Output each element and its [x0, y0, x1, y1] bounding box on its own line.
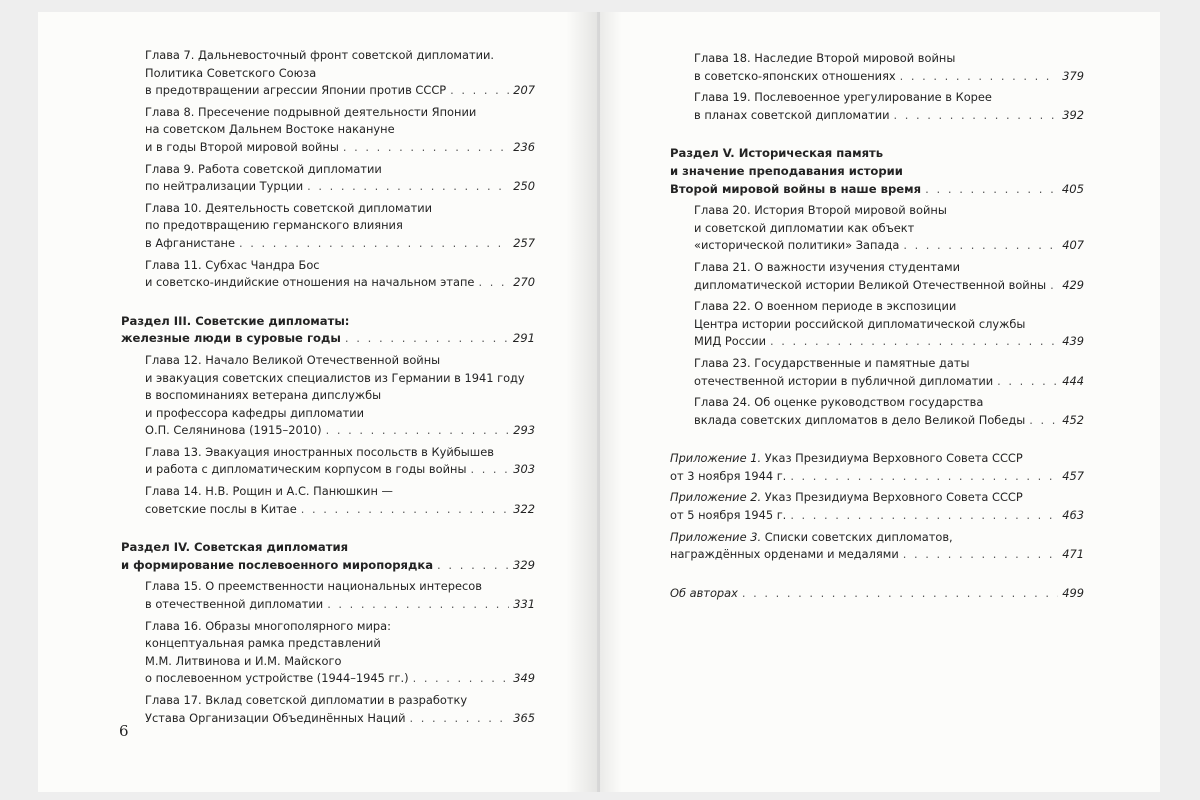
toc-text: Глава 13. Эвакуация иностранных посольств в Куйбышев — [145, 444, 494, 459]
toc-line — [121, 313, 535, 331]
toc-line — [121, 483, 535, 501]
toc-line — [121, 47, 535, 65]
toc-page-number: 291 — [512, 331, 535, 346]
toc-chapter[interactable] — [121, 104, 535, 157]
toc-line-text — [145, 484, 393, 498]
toc-page-number: 499 — [1062, 585, 1084, 600]
toc-line — [670, 507, 1084, 525]
toc-text: Глава 24. Об оценке руководством государства — [694, 395, 984, 410]
toc-text: Центра истории российской дипломатической службы — [694, 316, 1026, 331]
toc-line — [121, 405, 535, 423]
toc-line-text — [145, 596, 323, 614]
toc-text: Раздел IV. Советская дипломатия — [121, 540, 349, 555]
toc-line — [670, 529, 1084, 547]
toc-text: по нейтрализации Турции — [145, 179, 304, 194]
toc-text: Глава 12. Начало Великой Отечественной войны — [145, 352, 441, 367]
toc-page-number: 444 — [1062, 373, 1084, 388]
toc-chapter[interactable] — [670, 259, 1084, 294]
toc-line — [121, 161, 535, 179]
toc-line — [121, 461, 535, 479]
toc-text: и советской дипломатии как объект — [694, 220, 915, 235]
toc-line — [670, 163, 1084, 181]
page-number: 6 — [119, 722, 129, 740]
dot-leader — [997, 373, 1058, 391]
toc-line — [670, 202, 1084, 220]
toc-about-authors[interactable] — [670, 585, 1084, 603]
toc-page-number: 405 — [1061, 181, 1084, 196]
toc-line — [121, 82, 535, 100]
toc-line-text — [145, 579, 482, 593]
toc-text: Глава 23. Государственные и памятные даты — [694, 355, 970, 370]
toc-line-text — [694, 395, 983, 409]
toc-text: Глава 19. Послевоенное урегулирование в Корее — [694, 90, 992, 105]
dot-leader — [770, 333, 1058, 351]
toc-line — [670, 181, 1084, 199]
toc-line-text — [694, 412, 1025, 430]
toc-text: награждённых орденами и медалями — [670, 547, 899, 562]
toc-page-number: 452 — [1062, 412, 1084, 427]
toc-line — [670, 316, 1084, 334]
toc-line-text — [145, 422, 322, 440]
toc-line-text — [145, 636, 381, 650]
toc-text: и советско-индийские отношения на начальном этапе — [145, 275, 475, 290]
dot-leader — [413, 670, 510, 688]
toc-line — [670, 220, 1084, 238]
gutter-shadow — [566, 12, 600, 792]
toc-line — [670, 489, 1084, 507]
toc-line-text — [694, 277, 1046, 295]
toc-page-number: 439 — [1062, 334, 1084, 349]
appendix-label: Приложение 1. — [670, 451, 762, 466]
toc-text: Глава 8. Пресечение подрывной деятельности Японии — [145, 104, 477, 119]
toc-chapter[interactable] — [670, 355, 1084, 390]
toc-line — [670, 50, 1084, 68]
toc-text: советские послы в Китае — [145, 501, 297, 516]
toc-line-text — [145, 619, 391, 633]
toc-line — [670, 89, 1084, 107]
toc-line-text — [694, 317, 1025, 331]
toc-line-text — [145, 122, 395, 136]
dot-leader — [327, 596, 509, 614]
toc-line-text — [145, 48, 494, 62]
toc-line-text — [145, 406, 364, 420]
toc-text: Глава 11. Субхас Чандра Бос — [145, 257, 320, 272]
toc-line-text — [670, 507, 786, 525]
toc-line — [121, 422, 535, 440]
toc-section[interactable] — [670, 145, 1084, 198]
toc-line-text — [670, 468, 786, 486]
toc-line — [670, 394, 1084, 412]
toc-left-column — [121, 47, 535, 727]
toc-chapter[interactable] — [121, 578, 535, 613]
toc-text: Раздел V. Историческая память — [670, 146, 884, 161]
toc-line-text — [670, 530, 953, 544]
dot-leader — [903, 237, 1058, 255]
toc-line — [121, 578, 535, 596]
toc-line-text — [694, 68, 896, 86]
dot-leader — [1029, 412, 1058, 430]
toc-chapter[interactable] — [121, 483, 535, 518]
toc-line-text — [145, 371, 525, 385]
toc-line-text — [145, 461, 466, 479]
toc-line-text — [694, 221, 914, 235]
toc-line-text — [145, 353, 440, 367]
toc-page-number: 407 — [1062, 238, 1084, 253]
toc-line-text — [670, 490, 1023, 504]
toc-line — [121, 387, 535, 405]
toc-line-text — [694, 51, 955, 65]
toc-text: Глава 22. О военном периоде в экспозиции — [694, 299, 957, 314]
toc-line-text — [694, 107, 890, 125]
toc-appendix[interactable] — [670, 450, 1084, 485]
gutter-shadow-right — [600, 12, 622, 792]
toc-chapter[interactable] — [670, 202, 1084, 255]
toc-line-text — [145, 105, 476, 119]
toc-text: Второй мировой войны в наше время — [670, 181, 922, 196]
toc-chapter[interactable] — [670, 89, 1084, 124]
dot-leader — [790, 507, 1058, 525]
toc-page-number: 257 — [513, 235, 535, 250]
toc-text: на советском Дальнем Востоке накануне — [145, 122, 395, 137]
dot-leader — [478, 274, 509, 292]
toc-line — [670, 373, 1084, 391]
toc-line-text — [121, 557, 433, 575]
toc-line — [121, 257, 535, 275]
toc-line — [670, 333, 1084, 351]
toc-chapter[interactable] — [121, 444, 535, 479]
toc-line — [121, 217, 535, 235]
toc-text: от 5 ноября 1945 г. — [670, 508, 787, 523]
toc-line — [121, 501, 535, 519]
toc-text: и профессора кафедры дипломатии — [145, 405, 365, 420]
toc-text: от 3 ноября 1944 г. — [670, 468, 787, 483]
toc-text: дипломатической истории Великой Отечественной войны — [694, 277, 1047, 292]
toc-text: и эвакуация советских специалистов из Германии в 1941 году — [145, 370, 525, 385]
toc-text: в планах советской дипломатии — [694, 107, 890, 122]
dot-leader — [437, 557, 509, 575]
toc-page-number: 365 — [513, 710, 535, 725]
dot-leader — [742, 585, 1058, 603]
toc-text: и значение преподавания истории — [670, 163, 903, 178]
toc-line — [670, 298, 1084, 316]
toc-line — [121, 274, 535, 292]
toc-text: О.П. Селянинова (1915–2010) — [145, 423, 322, 438]
toc-line — [121, 370, 535, 388]
toc-line-text — [694, 333, 766, 351]
dot-leader — [410, 710, 510, 728]
toc-text: Глава 10. Деятельность советской дипломатии — [145, 200, 433, 215]
toc-line-text — [670, 585, 738, 603]
toc-page-number: 322 — [513, 501, 535, 516]
dot-leader — [894, 107, 1059, 125]
toc-text: отечественной истории в публичной дипломатии — [694, 373, 994, 388]
dot-leader — [790, 468, 1058, 486]
toc-line — [121, 139, 535, 157]
toc-line — [121, 121, 535, 139]
toc-line-text — [145, 178, 303, 196]
toc-chapter[interactable] — [121, 47, 535, 100]
toc-text: М.М. Литвинова и И.М. Майского — [145, 653, 342, 668]
toc-page-number: 392 — [1062, 107, 1084, 122]
toc-text: Указ Президиума Верховного Совета СССР — [761, 451, 1023, 466]
toc-text: концептуальная рамка представлений — [145, 636, 381, 651]
toc-page-number: 463 — [1062, 508, 1084, 523]
toc-text: и в годы Второй мировой войны — [145, 139, 339, 154]
toc-line-text — [121, 330, 341, 348]
toc-text: Политика Советского Союза — [145, 65, 317, 80]
toc-line-text — [694, 356, 969, 370]
toc-line-text — [694, 373, 993, 391]
toc-text: о послевоенном устройстве (1944–1945 гг.) — [145, 671, 409, 686]
toc-line — [121, 352, 535, 370]
toc-page-number: 270 — [513, 275, 535, 290]
toc-text: Глава 20. История Второй мировой войны — [694, 203, 947, 218]
toc-line-text — [145, 235, 235, 253]
toc-line-text — [694, 203, 947, 217]
toc-text: Глава 9. Работа советской дипломатии — [145, 161, 382, 176]
toc-page-number: 471 — [1062, 547, 1084, 562]
toc-text: Устава Организации Объединённых Наций — [145, 710, 406, 725]
toc-chapter[interactable] — [670, 394, 1084, 429]
toc-line — [670, 468, 1084, 486]
dot-leader — [345, 330, 509, 348]
toc-text: Списки советских дипломатов, — [761, 529, 953, 544]
toc-line-text — [670, 546, 899, 564]
toc-text: и формирование послевоенного миропорядка — [121, 557, 434, 572]
appendix-label: Приложение 2. — [670, 490, 762, 505]
toc-line — [670, 259, 1084, 277]
toc-line-text — [121, 540, 348, 554]
toc-text: в воспоминаниях ветерана дипслужбы — [145, 388, 382, 403]
toc-chapter[interactable] — [121, 618, 535, 688]
toc-page-number: 349 — [513, 671, 535, 686]
toc-line-text — [670, 451, 1023, 465]
toc-line — [121, 104, 535, 122]
toc-line — [121, 200, 535, 218]
toc-line-text — [145, 274, 474, 292]
toc-text: по предотвращению германского влияния — [145, 218, 403, 233]
toc-text: Раздел III. Советские дипломаты: — [121, 313, 350, 328]
toc-page-number: 331 — [513, 597, 535, 612]
toc-line — [121, 539, 535, 557]
toc-appendix[interactable] — [670, 529, 1084, 564]
dot-leader — [301, 501, 509, 519]
dot-leader — [239, 235, 509, 253]
toc-text: вклада советских дипломатов в дело Великой Победы — [694, 412, 1026, 427]
toc-line — [121, 670, 535, 688]
dot-leader — [343, 139, 509, 157]
toc-chapter[interactable] — [121, 257, 535, 292]
toc-line — [670, 355, 1084, 373]
toc-section[interactable] — [121, 313, 535, 348]
toc-text: Глава 14. Н.В. Рощин и А.С. Панюшкин — — [145, 484, 393, 499]
toc-line-text — [145, 201, 432, 215]
toc-page-number: 429 — [1062, 277, 1084, 292]
toc-line-text — [121, 314, 349, 328]
toc-page-number: 250 — [513, 179, 535, 194]
dot-leader — [470, 461, 509, 479]
toc-line-text — [670, 146, 883, 160]
toc-chapter[interactable] — [121, 692, 535, 727]
toc-chapter[interactable] — [670, 50, 1084, 85]
toc-text: и работа с дипломатическим корпусом в годы войны — [145, 462, 467, 477]
toc-line-text — [694, 299, 956, 313]
toc-text: в Афганистане — [145, 235, 236, 250]
toc-line-text — [694, 237, 899, 255]
toc-page-number: 236 — [513, 139, 535, 154]
toc-text: в советско-японских отношениях — [694, 68, 896, 83]
toc-line — [121, 65, 535, 83]
toc-line — [121, 653, 535, 671]
toc-line — [121, 618, 535, 636]
toc-line — [121, 692, 535, 710]
toc-text: Об авторах — [670, 585, 738, 600]
toc-line — [121, 635, 535, 653]
toc-line-text — [670, 164, 903, 178]
toc-appendix[interactable] — [670, 489, 1084, 524]
toc-text: Глава 21. О важности изучения студентами — [694, 259, 960, 274]
toc-line-text — [694, 260, 960, 274]
toc-line-text — [694, 90, 992, 104]
toc-line-text — [145, 162, 382, 176]
toc-text: Глава 15. О преемственности национальных интересов — [145, 579, 482, 594]
toc-line-text — [145, 218, 403, 232]
toc-line — [121, 330, 535, 348]
toc-line-text — [670, 181, 921, 199]
toc-page-number: 379 — [1062, 68, 1084, 83]
dot-leader — [307, 178, 509, 196]
toc-line-text — [145, 66, 316, 80]
toc-chapter[interactable] — [670, 298, 1084, 351]
toc-line — [121, 444, 535, 462]
toc-line — [670, 585, 1084, 603]
toc-text: Глава 7. Дальневосточный фронт советской дипломатии. — [145, 48, 495, 62]
dot-leader — [900, 68, 1059, 86]
toc-line — [670, 145, 1084, 163]
toc-right-column — [670, 50, 1084, 602]
toc-line — [670, 237, 1084, 255]
toc-line-text — [145, 654, 341, 668]
toc-line — [121, 235, 535, 253]
toc-line — [670, 68, 1084, 86]
toc-text: железные люди в суровые годы — [121, 331, 341, 346]
toc-text: Указ Президиума Верховного Совета СССР — [761, 490, 1023, 505]
toc-line — [121, 596, 535, 614]
toc-chapter[interactable] — [121, 161, 535, 196]
toc-line — [121, 557, 535, 575]
toc-page-number: 303 — [513, 462, 535, 477]
toc-text: Глава 18. Наследие Второй мировой войны — [694, 51, 956, 65]
appendix-label: Приложение 3. — [670, 529, 762, 544]
toc-line-text — [145, 139, 339, 157]
toc-line — [670, 107, 1084, 125]
toc-line — [670, 450, 1084, 468]
toc-line-text — [145, 258, 320, 272]
toc-line — [670, 412, 1084, 430]
toc-line-text — [145, 693, 467, 707]
dot-leader — [326, 422, 510, 440]
toc-line — [121, 178, 535, 196]
dot-leader — [1050, 277, 1058, 295]
toc-page-number: 207 — [513, 83, 535, 98]
toc-text: Глава 17. Вклад советской дипломатии в разработку — [145, 693, 468, 707]
toc-text: Глава 16. Образы многополярного мира: — [145, 618, 391, 633]
toc-line — [670, 277, 1084, 295]
toc-line-text — [145, 445, 494, 459]
toc-chapter[interactable] — [121, 352, 535, 440]
toc-section[interactable] — [121, 539, 535, 574]
toc-text: в отечественной дипломатии — [145, 597, 324, 612]
toc-line-text — [145, 710, 406, 728]
toc-page-number: 329 — [512, 557, 535, 572]
dot-leader — [450, 82, 509, 100]
toc-text: «исторической политики» Запада — [694, 238, 900, 253]
toc-line-text — [145, 388, 381, 402]
toc-text: в предотвращении агрессии Японии против СССР — [145, 83, 447, 98]
toc-page-number: 457 — [1062, 468, 1084, 483]
toc-chapter[interactable] — [121, 200, 535, 253]
toc-line-text — [145, 670, 409, 688]
dot-leader — [925, 181, 1058, 199]
toc-text: МИД России — [694, 334, 767, 349]
dot-leader — [903, 546, 1058, 564]
toc-line — [121, 710, 535, 728]
toc-page-number: 293 — [513, 423, 535, 438]
toc-line-text — [145, 501, 297, 519]
toc-line — [670, 546, 1084, 564]
toc-line-text — [145, 82, 446, 100]
